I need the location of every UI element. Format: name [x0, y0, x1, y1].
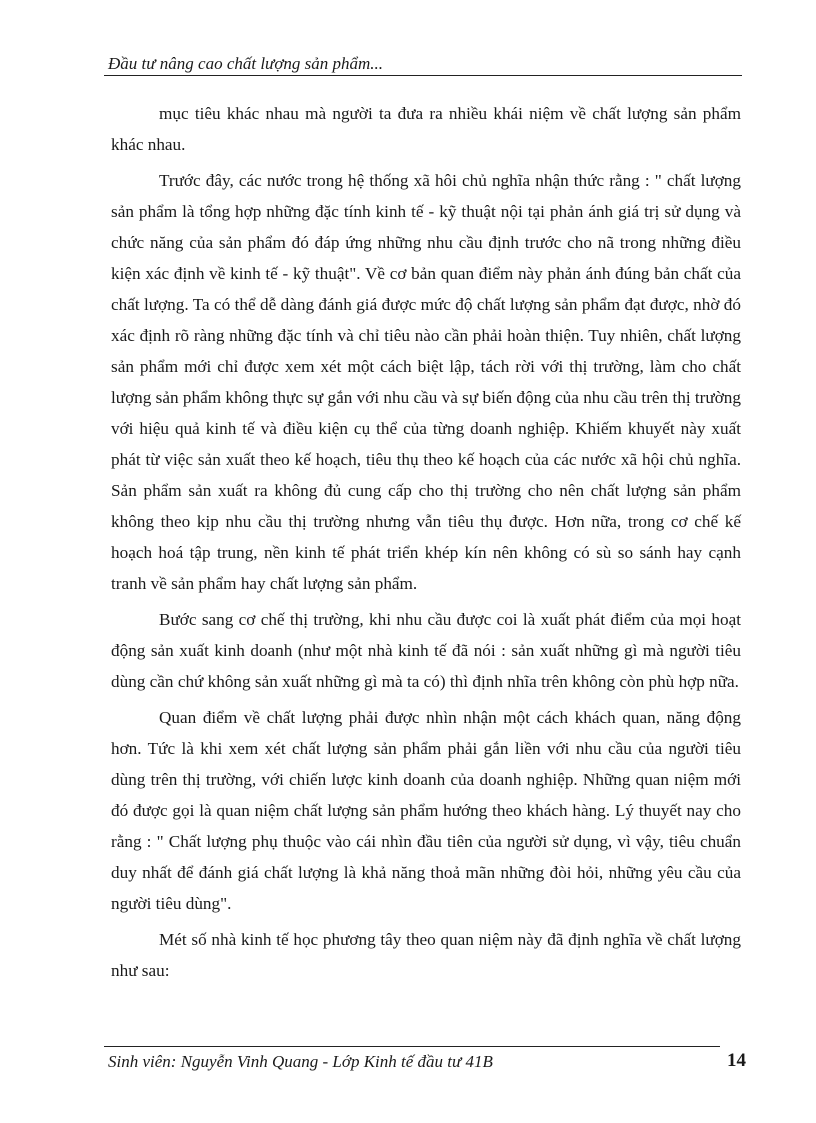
footer-divider	[104, 1046, 720, 1047]
running-footer: Sinh viên: Nguyễn Vinh Quang - Lớp Kinh tế đầu tư 41B	[108, 1052, 493, 1071]
paragraph-5: Mét số nhà kinh tế học phương tây theo quan niệm này đã định nghĩa về chất lượng như sau:	[111, 930, 741, 980]
paragraph-1: mục tiêu khác nhau mà người ta đưa ra nhiều khái niệm về chất lượng sản phẩm khác nhau.	[111, 104, 741, 154]
document-body	[111, 98, 741, 991]
paragraph-4: Quan điểm về chất lượng phải được nhìn nhận một cách khách quan, năng động hơn. Tức là khi xem xét chất lượng sản phẩm phải gắn liền với nhu cầu của người tiêu dùng trên thị trường, với chiến lược kinh doanh của doanh nghiệp. Những quan niệm mới đó được gọi là quan niệm chất lượng sản phẩm hướng theo khách hàng. Lý thuyết nay cho rằng : " Chất lượng phụ thuộc vào cái nhìn đầu tiên của người sử dụng, vì vậy, tiêu chuẩn duy nhất để đánh giá chất lượng là khả năng thoả mãn những đòi hỏi, những yêu cầu của người tiêu dùng".	[111, 708, 741, 913]
running-header: Đầu tư nâng cao chất lượng sản phẩm...	[108, 54, 384, 73]
header-divider	[104, 75, 742, 76]
paragraph-3: Bước sang cơ chế thị trường, khi nhu cầu được coi là xuất phát điểm của mọi hoạt động sản xuất kinh doanh (như một nhà kinh tế đã nói : sản xuất những gì mà người tiêu dùng cần chứ không sản xuất những gì mà ta có) thì định nhĩa trên không còn phù hợp nữa.	[111, 610, 741, 691]
paragraph-2: Trước đây, các nước trong hệ thống xã hôi chủ nghĩa nhận thức rằng : " chất lượng sản phẩm là tổng hợp những đặc tính kinh tế - kỹ thuật nội tại phản ánh giá trị sử dụng và chức năng của sản phẩm đó đáp ứng những nhu cầu định trước cho nã trong những điều kiện xác định về kinh tế - kỹ thuật". Về cơ bản quan điểm này phản ánh đúng bản chất của chất lượng. Ta có thể dễ dàng đánh giá được mức độ chất lượng sản phẩm đạt được, nhờ đó xác định rõ ràng những đặc tính và chỉ tiêu nào cần phải hoàn thiện. Tuy nhiên, chất lượng sản phẩm mới chỉ được xem xét một cách biệt lập, tách rời với thị trường, làm cho chất lượng sản phẩm không thực sự gắn với nhu cầu và sự biến động của nhu cầu trên thị trường với hiệu quả kinh tế và điều kiện cụ thể của từng doanh nghiệp. Khiếm khuyết này xuất phát từ việc sản xuất theo kế hoạch, tiêu thụ theo kế hoạch của các nước xã hội chủ nghĩa. Sản phẩm sản xuất ra không đủ cung cấp cho thị trường cho nên chất lượng sản phẩm không theo kịp nhu cầu thị trường nhưng vẫn tiêu thụ được. Hơn nữa, trong cơ chế kế hoạch hoá tập trung, nền kinh tế phát triển khép kín nên không có sù so sánh hay cạnh tranh về sản phẩm hay chất lượng sản phẩm.	[111, 171, 741, 593]
page-number: 14	[727, 1050, 746, 1071]
